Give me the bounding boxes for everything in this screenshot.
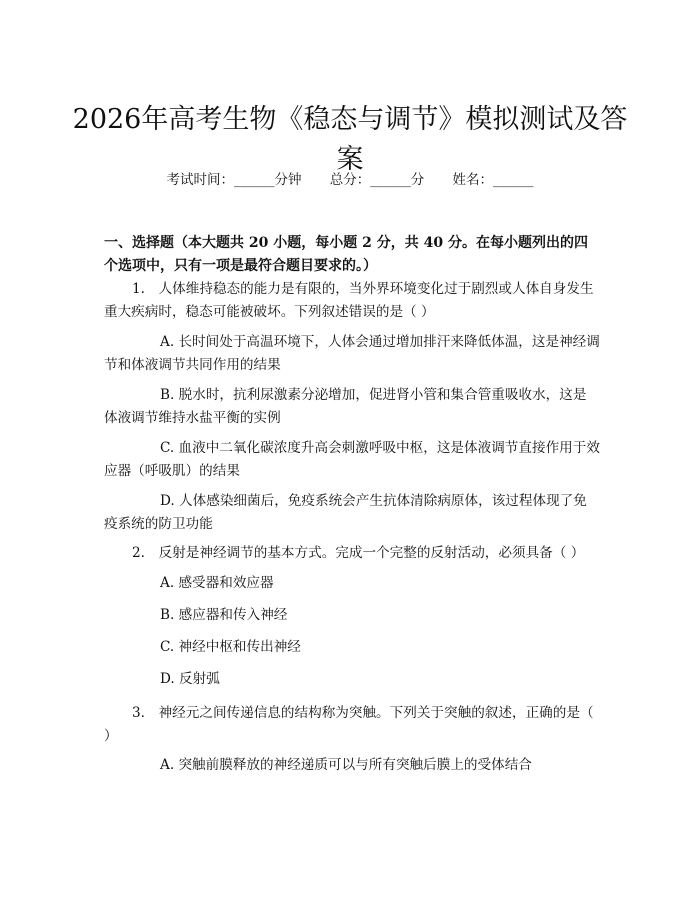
question-2-option-d: D. 反射弧 <box>160 671 220 687</box>
exam-time: 考试时间：______分钟 <box>166 172 302 188</box>
exam-score: 总分：______分 <box>329 172 425 188</box>
question-2-option-a: A. 感受器和效应器 <box>160 575 274 591</box>
question-2-option-c: C. 神经中枢和传出神经 <box>160 639 301 655</box>
question-2-stem: 2. 反射是神经调节的基本方式。完成一个完整的反射活动，必须具备（ ） <box>132 545 585 561</box>
question-3-option-a: A. 突触前膜释放的神经递质可以与所有突触后膜上的受体结合 <box>160 757 532 773</box>
page-title: 2026年高考生物《稳态与调节》模拟测试及答案 <box>72 104 628 176</box>
question-1-stem: 1. 人体维持稳态的能力是有限的，当外界环境变化过于剧烈或人体自身发生重大疾病时，稳态可能被破坏。下列叙述错误的是（ ） <box>104 281 594 320</box>
section-heading: 一、选择题（本大题共 20 小题，每小题 2 分，共 40 分。在每小题列出的四个选项中，只有一项是最符合题目要求的。） <box>104 235 588 274</box>
exam-name: 姓名：______ <box>452 172 534 188</box>
question-1-option-a: A. 长时间处于高温环境下，人体会通过增加排汗来降低体温，这是神经调节和体液调节共同作用的结果 <box>104 334 600 373</box>
question-3-stem: 3. 神经元之间传递信息的结构称为突触。下列关于突触的叙述，正确的是（ ） <box>104 705 594 744</box>
question-1-option-c: C. 血液中二氧化碳浓度升高会刺激呼吸中枢，这是体液调节直接作用于效应器（呼吸肌）的结果 <box>104 440 600 479</box>
question-2-option-b: B. 感应器和传入神经 <box>160 607 288 623</box>
question-1-option-d: D. 人体感染细菌后，免疫系统会产生抗体清除病原体，该过程体现了免疫系统的防卫功能 <box>104 493 587 532</box>
question-1-option-b: B. 脱水时，抗利尿激素分泌增加，促进肾小管和集合管重吸收水，这是体液调节维持水盐平衡的实例 <box>104 387 587 426</box>
exam-meta <box>0 168 700 188</box>
